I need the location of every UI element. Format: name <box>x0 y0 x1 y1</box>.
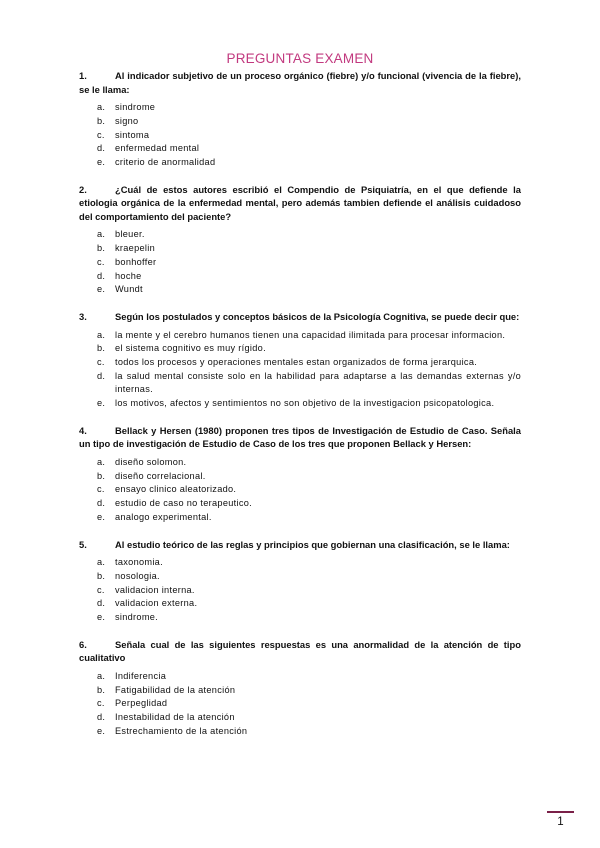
option-list <box>79 456 521 525</box>
option-item <box>79 497 521 511</box>
option-letter: c. <box>97 256 105 267</box>
question-1 <box>79 69 521 170</box>
question-text <box>79 310 521 324</box>
option-letter: c. <box>97 484 105 495</box>
option-item <box>79 101 521 115</box>
question-prompt: Al indicador subjetivo de un proceso orgánico (fiebre) y/o funcional (vivencia de la fiebre), se le llama: <box>79 70 521 95</box>
option-text: ensayo clinico aleatorizado. <box>115 484 237 495</box>
option-letter: e. <box>97 611 106 622</box>
question-number: 5. <box>79 538 87 550</box>
option-item <box>79 329 521 343</box>
option-item <box>79 483 521 497</box>
question-prompt: Según los postulados y conceptos básicos de la Psicología Cognitiva, se puede decir que: <box>115 311 520 322</box>
option-letter: b. <box>97 343 106 354</box>
option-item <box>79 342 521 356</box>
option-letter: a. <box>97 329 106 340</box>
option-text: bonhoffer <box>115 256 157 267</box>
option-text: bleuer. <box>115 229 145 240</box>
option-letter: e. <box>97 725 106 736</box>
question-text <box>79 638 521 665</box>
question-list <box>79 69 521 738</box>
option-item <box>79 129 521 143</box>
option-text: signo <box>115 115 139 126</box>
question-text <box>79 183 521 224</box>
option-item <box>79 228 521 242</box>
question-number: 1. <box>79 70 87 81</box>
question-number: 2. <box>79 183 87 195</box>
page-title: PREGUNTAS EXAMEN <box>226 51 374 66</box>
option-item <box>79 556 521 570</box>
option-text: el sistema cognitivo es muy rígido. <box>115 343 266 354</box>
option-text: validacion externa. <box>115 598 198 609</box>
question-6 <box>79 638 521 739</box>
option-item <box>79 115 521 129</box>
option-letter: a. <box>97 557 106 568</box>
option-text: Fatigabilidad de la atención <box>115 684 236 695</box>
option-letter: e. <box>97 511 106 522</box>
option-text: Estrechamiento de la atención <box>115 725 248 736</box>
option-item <box>79 283 521 297</box>
option-item <box>79 356 521 370</box>
option-letter: b. <box>97 684 106 695</box>
question-number: 3. <box>79 311 87 322</box>
option-text: sindrome. <box>115 611 159 622</box>
option-text: validacion interna. <box>115 584 195 595</box>
option-item <box>79 511 521 525</box>
option-item <box>79 697 521 711</box>
option-text: hoche <box>115 270 142 281</box>
option-text: Wundt <box>115 284 143 295</box>
option-item <box>79 711 521 725</box>
option-item <box>79 456 521 470</box>
question-text <box>79 69 521 96</box>
option-item <box>79 270 521 284</box>
question-text <box>79 424 521 451</box>
option-text: todos los procesos y operaciones mentales estan organizados de forma jerarquica. <box>115 357 478 367</box>
option-item <box>79 584 521 598</box>
option-letter: c. <box>97 584 105 595</box>
option-item <box>79 156 521 170</box>
question-2 <box>79 183 521 297</box>
option-item <box>79 370 521 397</box>
option-item <box>79 570 521 584</box>
option-letter: e. <box>97 398 106 409</box>
option-text: criterio de anormalidad <box>115 157 216 167</box>
option-text: Perpeglidad <box>115 698 168 709</box>
option-text: la salud mental consiste solo en la habilidad para adaptarse a las demandas externas y/o internas. <box>115 370 521 395</box>
option-item <box>79 256 521 270</box>
question-number: 6. <box>79 638 87 650</box>
option-text: estudio de caso no terapeutico. <box>115 498 252 509</box>
option-text: sindrome <box>115 102 156 113</box>
option-list <box>79 228 521 297</box>
option-list <box>79 329 521 411</box>
question-prompt: Al estudio teórico de las reglas y principios que gobiernan una clasificación, se le llama: <box>115 538 510 550</box>
option-list <box>79 101 521 170</box>
option-item <box>79 597 521 611</box>
option-letter: d. <box>97 498 106 509</box>
option-letter: d. <box>97 270 106 281</box>
option-item <box>79 725 521 739</box>
option-item <box>79 242 521 256</box>
option-text: Indiferencia <box>115 670 167 681</box>
option-item <box>79 397 521 411</box>
option-item <box>79 142 521 156</box>
option-letter: c. <box>97 357 105 367</box>
option-text: diseño solomon. <box>115 457 187 467</box>
option-item <box>79 684 521 698</box>
option-letter: c. <box>97 698 105 709</box>
option-text: analogo experimental. <box>115 511 212 522</box>
option-letter: d. <box>97 711 106 722</box>
option-item <box>79 670 521 684</box>
question-4 <box>79 424 521 525</box>
footer-divider <box>547 811 574 813</box>
option-letter: e. <box>97 284 106 295</box>
option-letter: e. <box>97 157 106 167</box>
page-number: 1 <box>557 816 564 828</box>
question-3 <box>79 310 521 411</box>
option-list <box>79 670 521 739</box>
question-prompt: Señala cual de las siguientes respuestas es una anormalidad de la atención de tipo cualitativo <box>79 638 521 664</box>
option-letter: a. <box>97 670 106 681</box>
option-text: kraepelin <box>115 243 155 254</box>
question-text <box>79 538 521 552</box>
option-text: taxonomia. <box>115 557 163 568</box>
option-letter: b. <box>97 115 106 126</box>
option-letter: d. <box>97 370 106 381</box>
option-text: enfermedad mental <box>115 143 200 154</box>
option-letter: d. <box>97 598 106 609</box>
question-prompt: ¿Cuál de estos autores escribió el Compendio de Psiquiatría, en el que defiende la etiologia orgánica de la enfermedad mental, pero además tambien defiende el análisis cuidadoso del comportamiento del paciente? <box>79 183 521 222</box>
option-text: Inestabilidad de la atención <box>115 711 235 722</box>
option-text: los motivos, afectos y sentimientos no son objetivo de la investigacion psicopatologica. <box>115 398 495 409</box>
option-letter: d. <box>97 143 106 154</box>
option-letter: b. <box>97 243 106 254</box>
option-text: nosologia. <box>115 570 160 581</box>
option-item <box>79 470 521 484</box>
option-letter: c. <box>97 129 105 140</box>
option-letter: b. <box>97 470 106 481</box>
question-prompt: Bellack y Hersen (1980) proponen tres tipos de Investigación de Estudio de Caso. Señala un tipo de investigación de Estudio de Caso de los tres que proponen Bellack y Hersen: <box>79 424 521 450</box>
option-letter: a. <box>97 102 106 113</box>
option-letter: a. <box>97 229 106 240</box>
option-list <box>79 556 521 625</box>
option-text: la mente y el cerebro humanos tienen una capacidad ilimitada para procesar informacion. <box>115 329 506 340</box>
option-item <box>79 611 521 625</box>
question-5 <box>79 538 521 625</box>
option-letter: a. <box>97 457 106 467</box>
option-letter: b. <box>97 570 106 581</box>
question-number: 4. <box>79 424 87 436</box>
option-text: diseño correlacional. <box>115 470 206 481</box>
option-text: sintoma <box>115 129 150 140</box>
